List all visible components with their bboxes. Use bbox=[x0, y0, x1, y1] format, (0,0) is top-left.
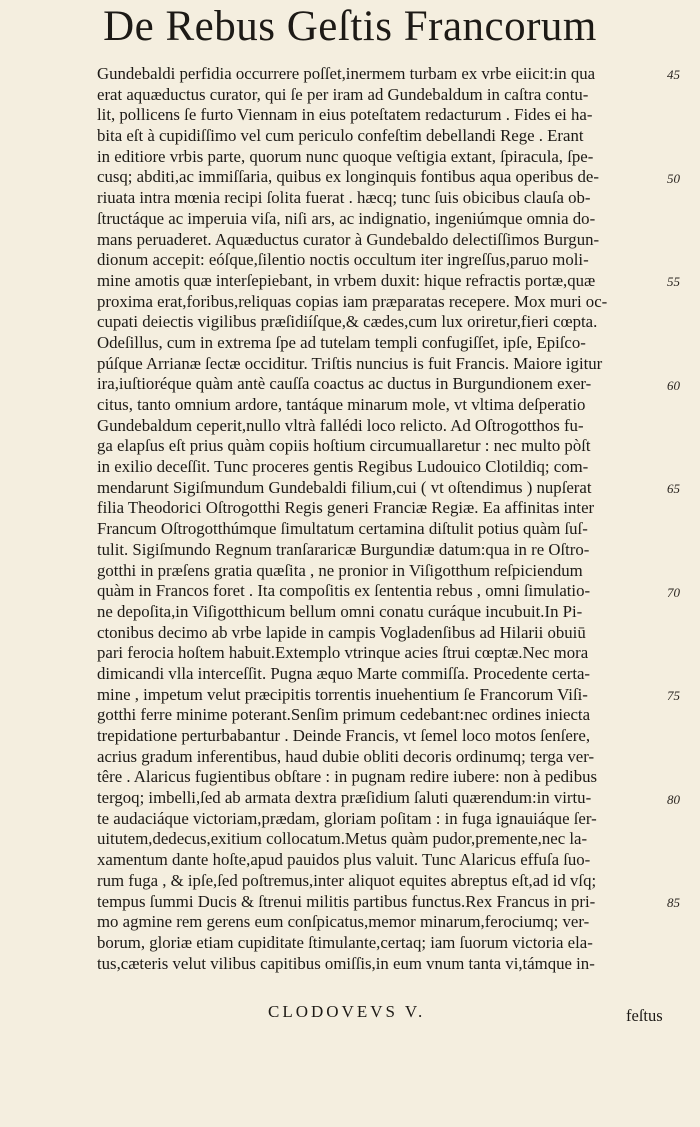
text-line: tulit. Sigiſmundo Regnum tranſararicæ Burgundiæ datum:qua in re Oſtro- bbox=[97, 539, 590, 559]
margin-line-number: 65 bbox=[667, 481, 680, 496]
page-title: De Rebus Geſtis Francorum bbox=[103, 3, 597, 50]
margin-line-number: 85 bbox=[667, 895, 680, 910]
text-line: cupati deiectis vigilibus præſidiíſque,& cædes,cum lux oriretur,fieri cœpta. bbox=[97, 312, 598, 332]
text-line: pari ferocia hoſtem habuit.Extemplo vtrinque acies ſtrui cœptæ.Nec mora bbox=[97, 643, 589, 663]
page-footer bbox=[0, 1002, 700, 1030]
margin-line-number: 50 bbox=[667, 170, 680, 186]
text-line: te audaciáque victoriam,prædam, gloriam poſitam : in fuga ignauiáque ſer- bbox=[97, 808, 597, 828]
text-line: rum fuga , & ipſe,ſed poſtremus,inter aliquot equites abreptus eſt,ad id vſq; bbox=[97, 870, 597, 890]
text-line: tergoq; imbelli,ſed ab armata dextra præſidium ſaluti quærendum:in virtu- bbox=[97, 788, 592, 808]
text-line: mine amotis quæ interſepiebant, in vrbem duxit: hique refractis portæ,quæ bbox=[97, 270, 596, 290]
text-line: citus, tanto omnium ardore, tantáque minarum mole, vt vltima deſperatio bbox=[97, 395, 586, 414]
text-line: Gundebaldi perfidia occurrere poſſet,inermem turbam ex vrbe eiicit:in qua bbox=[97, 64, 596, 83]
text-line: uitutem,dedecus,exitium collocatum.Metus quàm pudor,premente,nec la- bbox=[97, 829, 588, 849]
text-line: ctonibus decimo ab vrbe lapide in campis Vogladenſibus ad Hilarii obuiū bbox=[97, 622, 586, 642]
text-line: mans peruaderet. Aquæductus curator à Gundebaldo delectiſſimos Burgun- bbox=[97, 229, 600, 249]
text-line: Gundebaldum ceperit,nullo vltrà fallédi loco relicto. Ad Oſtrogotthos fu- bbox=[97, 415, 584, 435]
text-line: ſtructáque ac imperuia viſa, niſi ars, ac indignatio, ingeniúmque omnia do- bbox=[97, 208, 596, 228]
text-line: borum, gloriæ etiam cupiditate ſtimulante,certaq; iam ſuorum victoria ela- bbox=[97, 932, 593, 952]
text-line: dimicandi vlla interceſſit. Pugna æquo Marte commiſſa. Procedente certa- bbox=[97, 663, 591, 683]
text-line: gotthi ferre minime poterant.Senſim primum cedebant:nec ordines iniecta bbox=[97, 705, 591, 725]
margin-line-number: 80 bbox=[667, 791, 680, 807]
text-line: proxima erat,foribus,reliquas copias iam præparatas recepere. Mox muri oc- bbox=[97, 291, 608, 311]
margin-line-number: 45 bbox=[667, 67, 680, 82]
text-line: cusq; abditi,ac immiſſaria, quibus ex longinquis fontibus aqua operibus de- bbox=[97, 167, 599, 187]
text-line: tus,cæteris velut vilibus capitibus omiſſis,in eum vnum tanta vi,támque in- bbox=[97, 953, 595, 973]
text-line: lit, pollicens ſe furto Viennam in eius poteſtatem redacturum . Fides ei ha- bbox=[97, 105, 593, 125]
text-line: Odeſillus, cum in extrema ſpe ad tutelam templi confugiſſet, ipſe, Epiſco- bbox=[97, 332, 586, 352]
text-line: in editiore vrbis parte, quorum nunc quoque veſtigia extant, ſpiracula, ſpe- bbox=[97, 146, 594, 166]
text-line: acrius gradum inferentibus, haud dubie obliti decoris ordinumq; terga ver- bbox=[97, 746, 595, 766]
body-text bbox=[97, 64, 666, 974]
text-line: mine , impetum velut præcipitis torrentis inuehentium ſe Francorum Viſi- bbox=[97, 684, 588, 704]
text-line: gotthi in præſens gratia quæſita , ne pronior in Viſigotthum reſpiciendum bbox=[97, 560, 583, 580]
text-line: in exilio deceſſit. Tunc proceres gentis Regibus Ludouico Clotildiq; com- bbox=[97, 457, 589, 477]
text-line: Francum Oſtrogotthúmque ſimultatum certamina diſtulit potius quàm ſuſ- bbox=[97, 519, 588, 539]
text-line: quàm in Francos foret . Ita compoſitis ex ſententia rebus , omni ſimulatio- bbox=[97, 581, 591, 601]
margin-line-number: 75 bbox=[667, 688, 680, 703]
margin-line-number: 70 bbox=[667, 584, 680, 600]
text-line: ira,iuſtioréque quàm antè cauſſa coactus ac ductus in Burgundionem exer- bbox=[97, 374, 592, 394]
running-head: CLODOVEVS V. bbox=[268, 1002, 426, 1021]
text-line: filia Theodorici Oſtrogotthi Regis generi Franciæ Regiæ. Ea affinitas inter bbox=[97, 498, 595, 518]
text-line: mo agmine rem gerens eum conſpicatus,memor minarum,ferociumq; ver- bbox=[97, 912, 590, 932]
text-line: xamentum dante hoſte,apud pauidos plus valuit. Tunc Alaricus effuſa ſuo- bbox=[97, 850, 591, 870]
text-line: trepidatione perturbabantur . Deinde Francis, vt ſemel loco motos ſenſere, bbox=[97, 726, 591, 745]
text-line: erat aquæductus curator, qui ſe per iram ad Gundebaldum in caſtra contu- bbox=[97, 84, 589, 104]
text-line: têre . Alaricus fugientibus obſtare : in pugnam redire iubere: non à pedibus bbox=[97, 767, 598, 787]
margin-line-number: 60 bbox=[667, 377, 680, 393]
text-line: tempus ſummi Ducis & ſtrenui militis partibus functus.Rex Francus in pri- bbox=[97, 891, 596, 911]
text-line: ne depoſita,in Viſigotthicum bellum omni conatu curáque incubuit.In Pi- bbox=[97, 601, 583, 621]
text-line: riuata intra mœnia recipi ſolita fuerat . hæcq; tunc ſuis obicibus clauſa ob- bbox=[97, 188, 591, 208]
text-line: dionum accepit: eóſque,ſilentio noctis occultum iter ingreſſus,paruo moli- bbox=[97, 250, 589, 270]
text-line: púſque Arrianæ ſectæ occiditur. Triſtis nuncius is fuit Francis. Maiore igitur bbox=[97, 353, 603, 373]
margin-line-number: 55 bbox=[667, 274, 680, 289]
text-line: ga elapſus eſt prius quàm copiis hoſtium circumuallaretur : nec multo pòſt bbox=[97, 436, 591, 456]
text-line: mendarunt Sigiſmundum Gundebaldi filium,cui ( vt oſtendimus ) nupſerat bbox=[97, 477, 592, 497]
text-line: bita eſt à cupidiſſimo vel cum periculo confeſtim debellandi Rege . Erant bbox=[97, 126, 584, 146]
catchword: feſtus bbox=[626, 1006, 663, 1025]
